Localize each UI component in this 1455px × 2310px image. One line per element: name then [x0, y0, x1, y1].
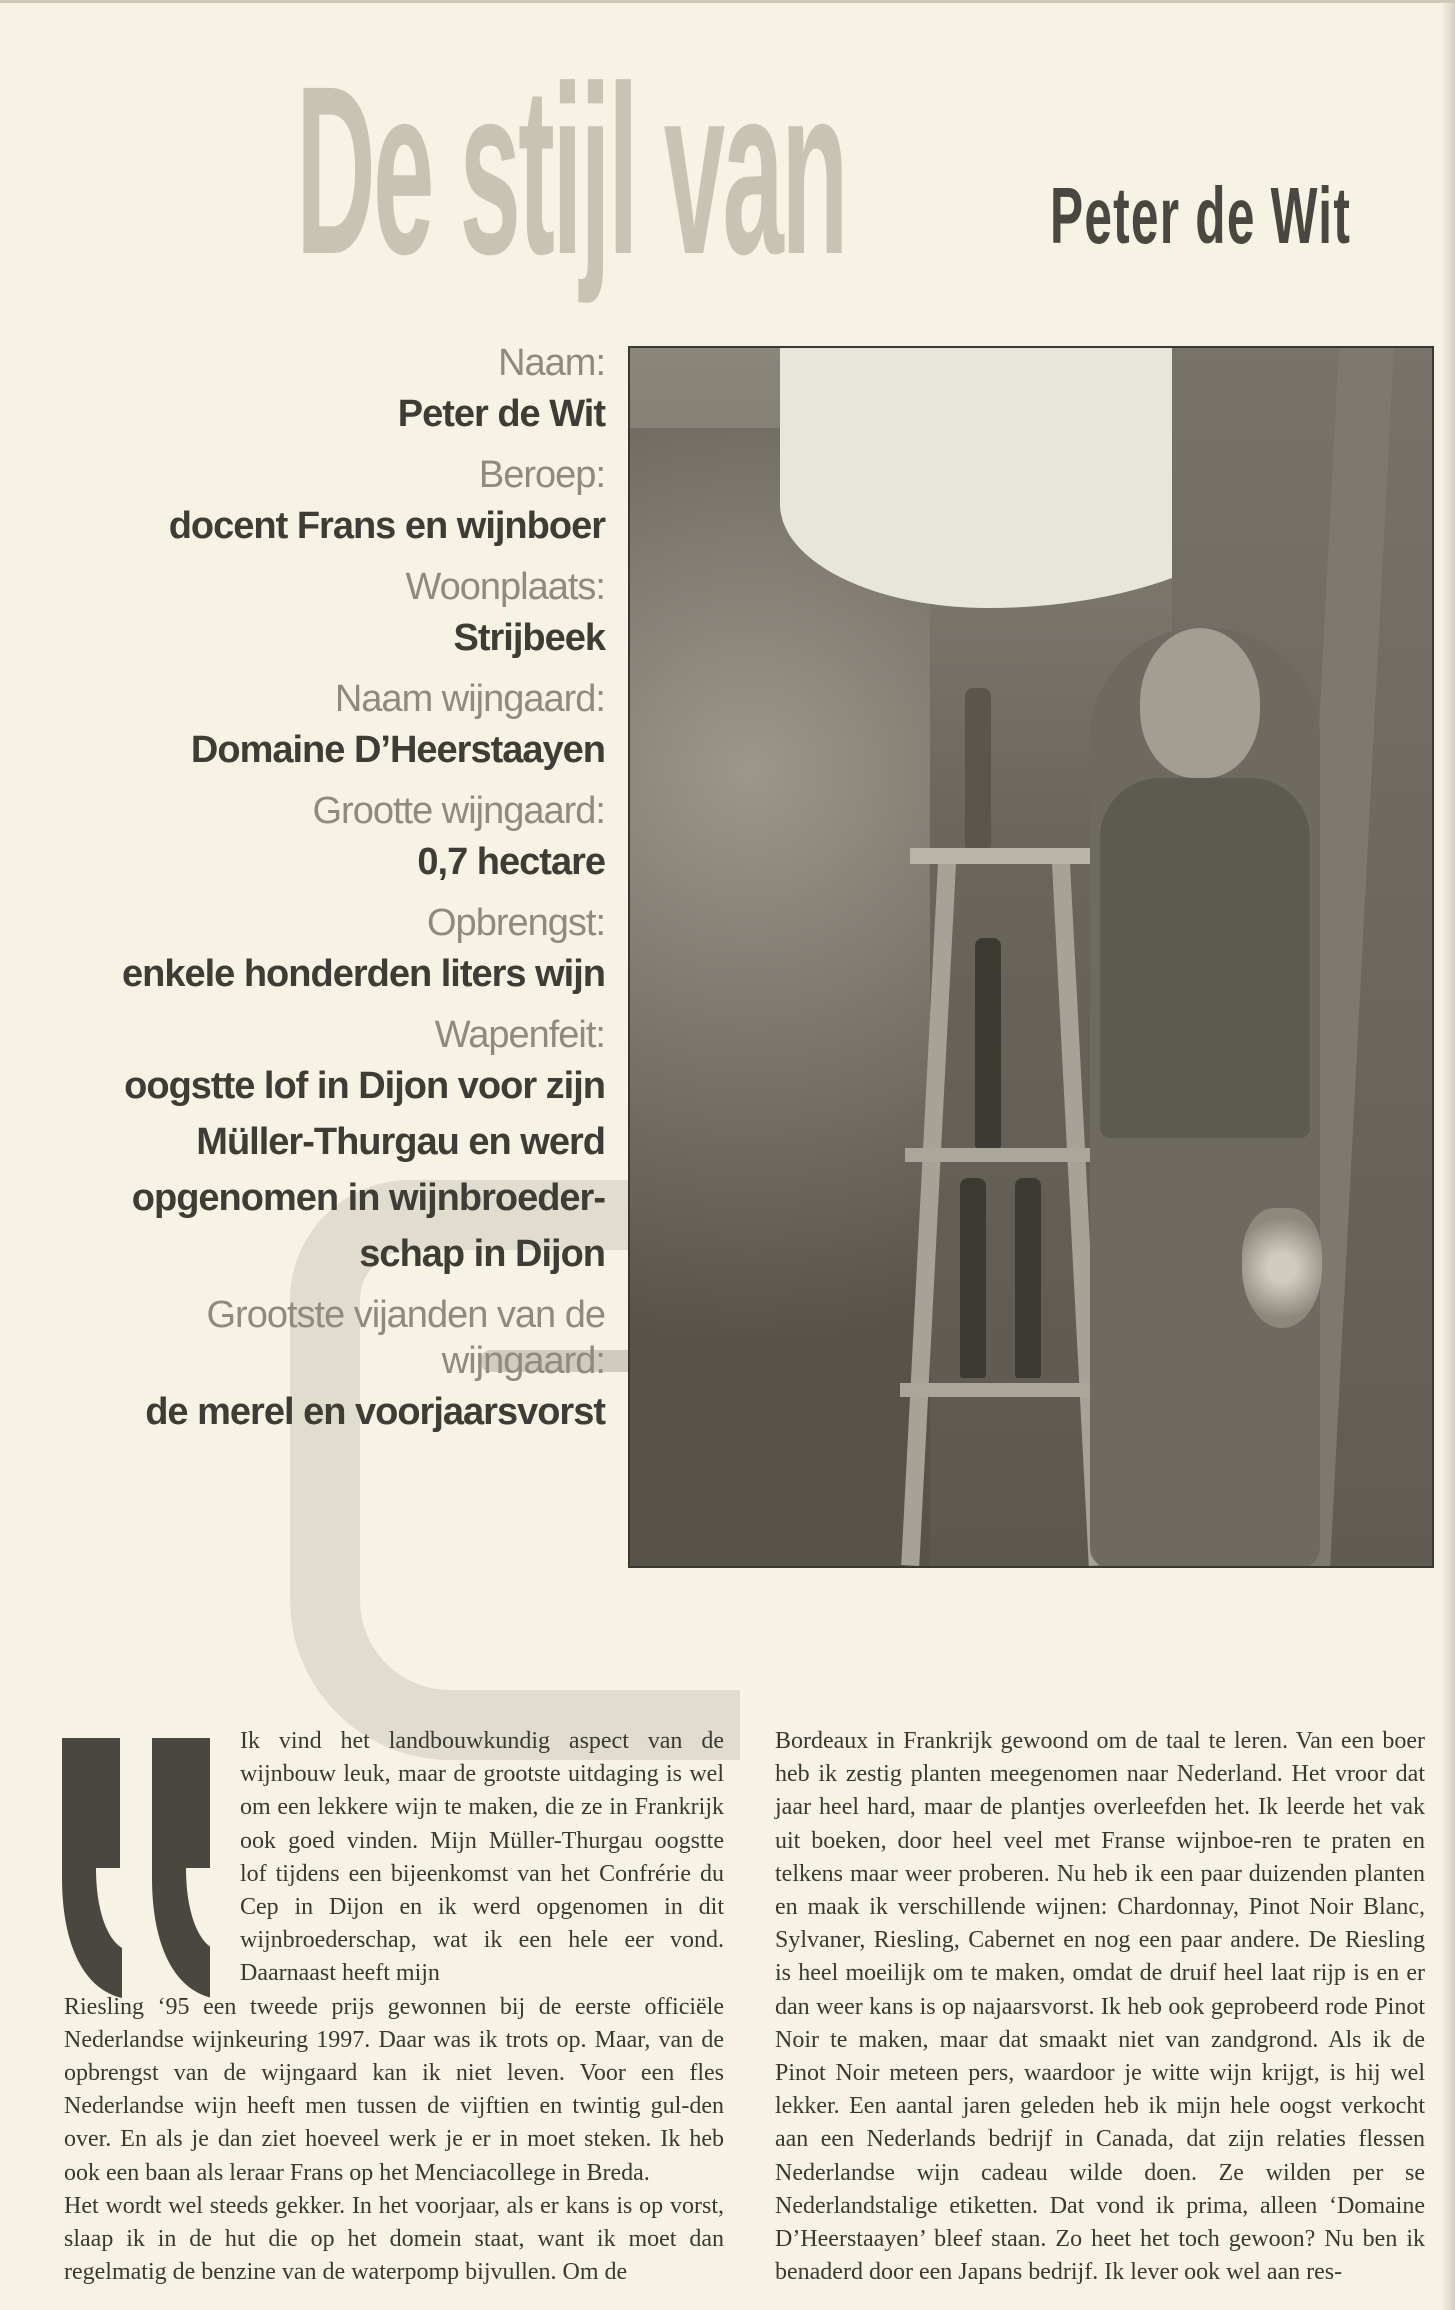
page-fold-shadow [1441, 0, 1455, 2310]
profile-field-yield [100, 900, 605, 1002]
profile-field-achievement [100, 1012, 605, 1282]
field-value: de merel en voorjaarsvorst [145, 1391, 605, 1433]
field-label: Beroep: [478, 454, 605, 496]
field-value: Peter de Wit [397, 393, 605, 435]
field-value: oogstte lof in Dijon voor zijn Müller-Thurgau en werd opgenomen in wijnbroeder- schap in Dijon [124, 1065, 605, 1275]
profile-field-name [100, 340, 605, 442]
field-label: Wapenfeit: [434, 1014, 605, 1056]
wine-bottle-icon [965, 688, 991, 848]
photo-stand-shelf [905, 1148, 1105, 1162]
profile-field-residence [100, 564, 605, 666]
article-intro: Ik vind het landbouwkundig aspect van de wijnbouw leuk, maar de grootste uitdaging is wel om een lekkere wijn te maken, die ze in Frankrijk ook goed vinden. Mijn Müller-Thurgau oogstte lof tijdens een bijeenkomst van het Confrérie du Cep in Dijon en ik werd opgenomen in dit wijnbroederschap, wat ik een hele eer vond. Daarnaast heeft mijn [240, 1728, 724, 1987]
article-paragraph: Bordeaux in Frankrijk gewoond om de taal te leren. Van een boer heb ik zestig planten meegenomen naar Nederland. Het vroor dat jaar heel hard, maar de plantjes overleefden het. Ik leerde het vak uit boeken, door heel veel met Franse wijnboe-ren te praten en telkens maar weer proberen. Nu heb ik een paar duizenden planten en maak ik verschillende wijnen: Chardonnay, Pinot Noir Blanc, Sylvaner, Riesling, Cabernet en nog een paar andere. De Riesling is heel moeilijk om te maken, omdat de druif heel laat rijp is en er dan weer kans is op najaarsvorst. Ik heb ook geprobeerd rode Pinot Noir te maken, maar dat smaakt niet van zandgrond. Als ik de Pinot Noir meteen pers, waardoor je witte wijn krijgt, is hij wel lekker. Een aantal jaren geleden heb ik mijn hele oogst verkocht aan een Nederlands bedrijf in Canada, dat zijn relaties flessen Nederlandse wijn cadeau wilde doen. Ze wilden per se Nederlandstalige etiketten. Dat vond ik prima, alleen ‘Domaine D’Heerstaayen’ bleef staan. Zo heet het toch gewoon? Nu ben ik benaderd door een Japans bedrijf. Ik lever ook wel aan res- [775, 1728, 1425, 2286]
photo-foliage [630, 428, 930, 1568]
field-value: 0,7 hectare [417, 841, 605, 883]
portrait-photo [628, 346, 1434, 1568]
field-label: Naam wijngaard: [334, 678, 605, 720]
photo-stand-shelf [900, 1383, 1110, 1397]
article-column-right [775, 1725, 1425, 2289]
profile-field-vineyard-size [100, 788, 605, 890]
wine-bottle-icon [975, 938, 1001, 1148]
profile-field-profession [100, 452, 605, 554]
profile-sidebar [100, 340, 605, 1450]
photo-stand-shelf [910, 848, 1100, 864]
profile-field-vineyard-name [100, 676, 605, 778]
field-value: docent Frans en wijnboer [168, 505, 605, 547]
field-label: Grootste vijanden van de wijngaard: [206, 1294, 605, 1382]
article-paragraph: Het wordt wel steeds gekker. In het voorjaar, als er kans is op vorst, slaap ik in de hut die op het domein staat, want ik moet dan regelmatig de benzine van de waterpomp bijvullen. Om de [64, 2192, 724, 2286]
page-top-edge [0, 0, 1455, 3]
field-value: Strijbeek [453, 617, 605, 659]
field-label: Grootte wijngaard: [312, 790, 605, 832]
article-paragraph: Riesling ‘95 een tweede prijs gewonnen bij de eerste officiële Nederlandse wijnkeuring 1997. Daar was ik trots op. Maar, van de opbrengst van de wijngaard kan ik niet leven. Voor een fles Nederlandse wijn heeft men tussen de vijftien en twintig gul-den over. En als je dan ziet hoeveel werk je er in moet steken. Ik heb ook een baan als leraar Frans op het Menciacollege in Breda. [64, 1993, 724, 2186]
article-column-left [64, 1725, 724, 2289]
field-value: enkele honderden liters wijn [121, 953, 605, 995]
wine-bottle-icon [1015, 1178, 1041, 1378]
field-value: Domaine D’Heerstaayen [190, 729, 605, 771]
field-label: Opbrengst: [427, 902, 605, 944]
headline-lead: De stijl van [296, 36, 846, 304]
field-label: Naam: [498, 342, 605, 384]
photo-person-head [1140, 628, 1260, 778]
field-label: Woonplaats: [405, 566, 605, 608]
profile-field-enemies [100, 1292, 605, 1440]
wine-bottle-icon [960, 1178, 986, 1378]
photo-person-shirt [1100, 778, 1310, 1138]
headline-name: Peter de Wit [1050, 171, 1352, 260]
grape-cluster-icon [1242, 1208, 1322, 1328]
